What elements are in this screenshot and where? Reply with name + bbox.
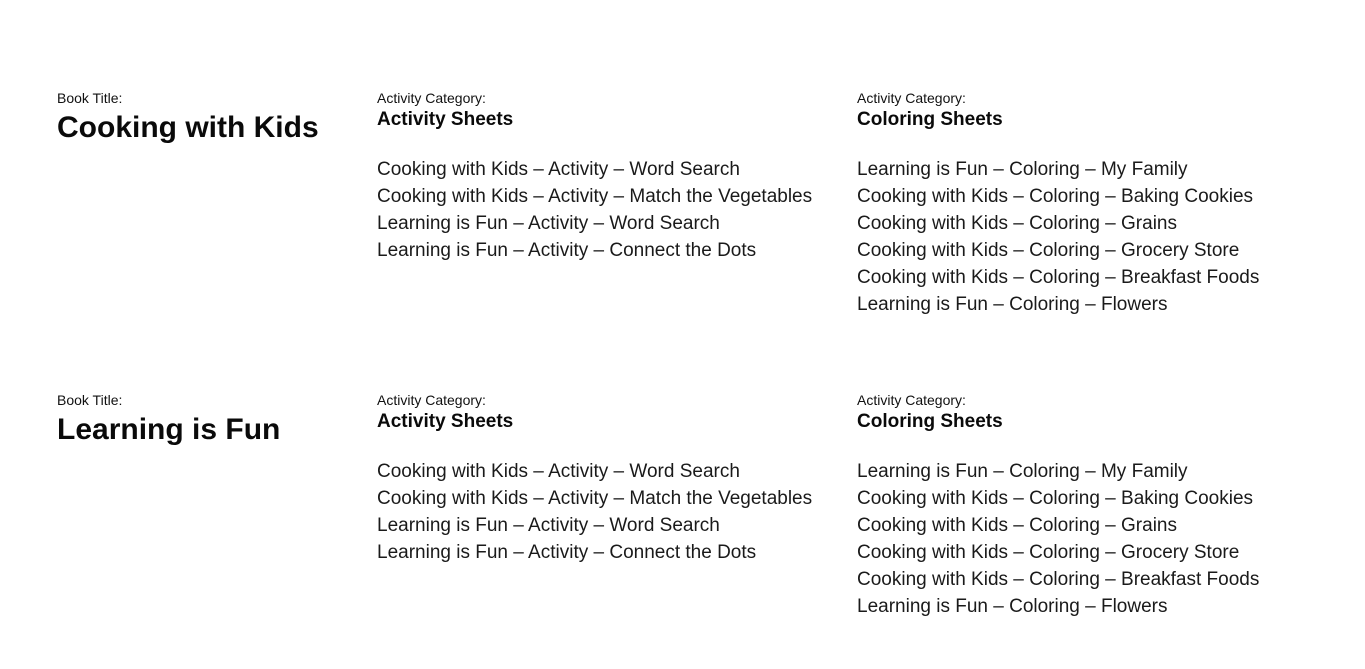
book-title-label: Book Title:: [57, 90, 123, 106]
coloring-category-block: [857, 90, 1337, 318]
coloring-category-block: [857, 392, 1337, 620]
sheet-item: Learning is Fun – Coloring – My Family: [857, 159, 1188, 180]
book-title: Learning is Fun: [57, 413, 281, 446]
sheet-list: [377, 156, 837, 264]
sheet-item: Cooking with Kids – Activity – Word Search: [377, 461, 740, 482]
sheet-list: [857, 458, 1337, 620]
book-title-block: [57, 392, 357, 449]
activity-category-block: [377, 90, 837, 264]
sheet-item: Learning is Fun – Activity – Connect the Dots: [377, 542, 757, 563]
book-title-block: [57, 90, 357, 147]
sheet-item: Cooking with Kids – Coloring – Breakfast Foods: [857, 267, 1260, 288]
sheet-item: Learning is Fun – Coloring – My Family: [857, 461, 1188, 482]
category-name: Activity Sheets: [377, 411, 514, 432]
sheet-item: Cooking with Kids – Coloring – Grocery Store: [857, 542, 1240, 563]
category-name: Coloring Sheets: [857, 109, 1003, 130]
sheet-item: Learning is Fun – Coloring – Flowers: [857, 294, 1168, 315]
sheet-item: Cooking with Kids – Activity – Match the Vegetables: [377, 488, 813, 509]
sheet-item: Cooking with Kids – Coloring – Grains: [857, 515, 1177, 536]
sheet-list: [377, 458, 837, 566]
book-title: Cooking with Kids: [57, 111, 319, 144]
sheet-item: Cooking with Kids – Coloring – Breakfast Foods: [857, 569, 1260, 590]
sheet-item: Cooking with Kids – Activity – Match the Vegetables: [377, 186, 813, 207]
sheet-item: Learning is Fun – Activity – Word Search: [377, 213, 720, 234]
activity-category-label: Activity Category:: [377, 90, 486, 106]
activity-category-label: Activity Category:: [857, 392, 966, 408]
sheet-item: Cooking with Kids – Coloring – Grains: [857, 213, 1177, 234]
category-name: Coloring Sheets: [857, 411, 1003, 432]
sheet-item: Cooking with Kids – Coloring – Baking Cookies: [857, 186, 1254, 207]
sheet-item: Learning is Fun – Coloring – Flowers: [857, 596, 1168, 617]
sheet-item: Cooking with Kids – Activity – Word Search: [377, 159, 740, 180]
sheet-item: Cooking with Kids – Coloring – Grocery Store: [857, 240, 1240, 261]
activity-category-block: [377, 392, 837, 566]
sheet-item: Learning is Fun – Activity – Word Search: [377, 515, 720, 536]
category-name: Activity Sheets: [377, 109, 514, 130]
activity-category-label: Activity Category:: [857, 90, 966, 106]
book-title-label: Book Title:: [57, 392, 123, 408]
sheet-item: Learning is Fun – Activity – Connect the Dots: [377, 240, 757, 261]
sheet-item: Cooking with Kids – Coloring – Baking Cookies: [857, 488, 1254, 509]
activity-category-label: Activity Category:: [377, 392, 486, 408]
sheet-list: [857, 156, 1337, 318]
